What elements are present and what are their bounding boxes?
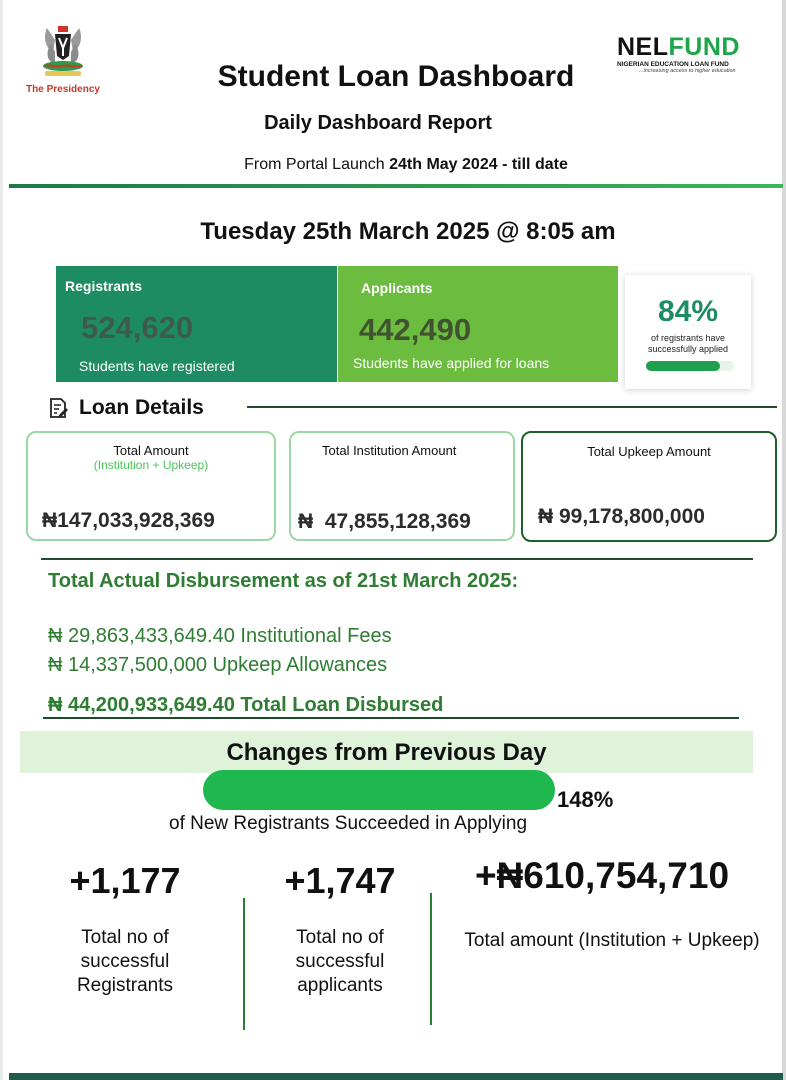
report-date: Tuesday 25th March 2025 @ 8:05 am	[200, 218, 616, 245]
total-loan-disbursed: ₦ 44,200,933,649.40 Total Loan Disbursed	[48, 694, 444, 716]
applicants-value: 442,490	[359, 312, 472, 347]
footer-bar	[9, 1073, 783, 1080]
new-applicants-desc-line2: successful	[295, 951, 385, 972]
success-rate-value: 148%	[557, 787, 614, 812]
nelfund-fund: FUND	[668, 33, 740, 61]
upkeep-allowances-disbursed: ₦ 14,337,500,000 Upkeep Allowances	[48, 654, 388, 676]
loan-details-title: Loan Details	[79, 396, 204, 419]
changes-banner	[20, 731, 753, 773]
nelfund-tagline: ...increasing access to higher education	[639, 68, 736, 74]
institutional-fees-disbursed: ₦ 29,863,433,649.40 Institutional Fees	[48, 625, 392, 647]
application-rate-value: 84%	[657, 295, 719, 328]
applicants-desc: Students have applied for loans	[353, 355, 550, 371]
total-amount-card	[26, 431, 276, 541]
new-applicants-value: +1,747	[284, 860, 396, 901]
registrants-value: 524,620	[81, 310, 194, 345]
changes-title: Changes from Previous Day	[226, 739, 547, 766]
institution-amount-value: ₦ 47,855,128,369	[298, 510, 471, 533]
new-applicants-desc-line1: Total no of	[296, 927, 384, 948]
total-amount-label: Total Amount	[113, 443, 189, 458]
presidency-label: The Presidency	[26, 84, 100, 95]
new-registrants-desc-line3: Registrants	[76, 975, 174, 996]
report-period	[3, 156, 786, 174]
total-amount-value: ₦147,033,928,369	[42, 509, 215, 532]
new-registrants-stat	[28, 860, 222, 998]
loan-details-divider	[247, 406, 777, 408]
new-amount-value: +₦610,754,710	[474, 855, 730, 896]
new-amount-desc: Total amount (Institution + Upkeep)	[464, 930, 760, 951]
new-registrants-desc	[28, 926, 222, 998]
new-applicants-desc	[243, 926, 437, 998]
header-divider	[9, 184, 783, 188]
registrants-label: Registrants	[65, 278, 143, 294]
new-amount-stat	[439, 855, 785, 953]
document-edit-icon	[47, 397, 69, 419]
upkeep-amount-label: Total Upkeep Amount	[587, 444, 711, 459]
application-rate-desc-line1: of registrants have	[650, 333, 726, 343]
stat-divider-2	[430, 893, 432, 1025]
applicants-card	[338, 266, 618, 382]
nelfund-subtitle: NIGERIAN EDUCATION LOAN FUND	[617, 61, 729, 68]
institution-amount-label: Total Institution Amount	[322, 443, 457, 458]
application-rate-desc-line2: successfully applied	[647, 344, 729, 354]
application-rate-desc	[625, 333, 751, 355]
application-rate-card	[625, 275, 751, 389]
upkeep-amount-value: ₦ 99,178,800,000	[538, 505, 705, 528]
loan-details-heading	[47, 396, 204, 420]
success-rate-caption: of New Registrants Succeeded in Applying	[169, 813, 528, 834]
registrants-desc: Students have registered	[79, 358, 235, 374]
page-title: Student Loan Dashboard	[217, 60, 575, 93]
disbursement-divider-top	[41, 558, 753, 560]
applicants-label: Applicants	[361, 280, 433, 296]
application-rate-progress-fill	[646, 361, 720, 371]
new-applicants-desc-line3: applicants	[297, 975, 383, 996]
period-range: 24th May 2024 - till date	[389, 156, 568, 173]
new-registrants-desc-line2: successful	[80, 951, 170, 972]
new-applicants-stat	[243, 860, 437, 998]
registrants-card	[56, 266, 337, 382]
institution-amount-card	[289, 431, 515, 541]
nelfund-wordmark	[617, 34, 777, 60]
report-subtitle: Daily Dashboard Report	[264, 112, 492, 134]
nelfund-nel: NEL	[617, 33, 669, 61]
period-prefix: From Portal Launch	[244, 156, 390, 173]
total-amount-note: (Institution + Upkeep)	[93, 458, 209, 472]
disbursement-title: Total Actual Disbursement as of 21st March 2025:	[48, 570, 519, 592]
new-registrants-value: +1,177	[69, 860, 181, 901]
application-rate-progress	[646, 361, 734, 371]
disbursement-divider-bottom	[43, 717, 739, 719]
new-registrants-desc-line1: Total no of	[81, 927, 169, 948]
success-rate-bar	[203, 770, 555, 810]
upkeep-amount-card	[521, 431, 777, 542]
